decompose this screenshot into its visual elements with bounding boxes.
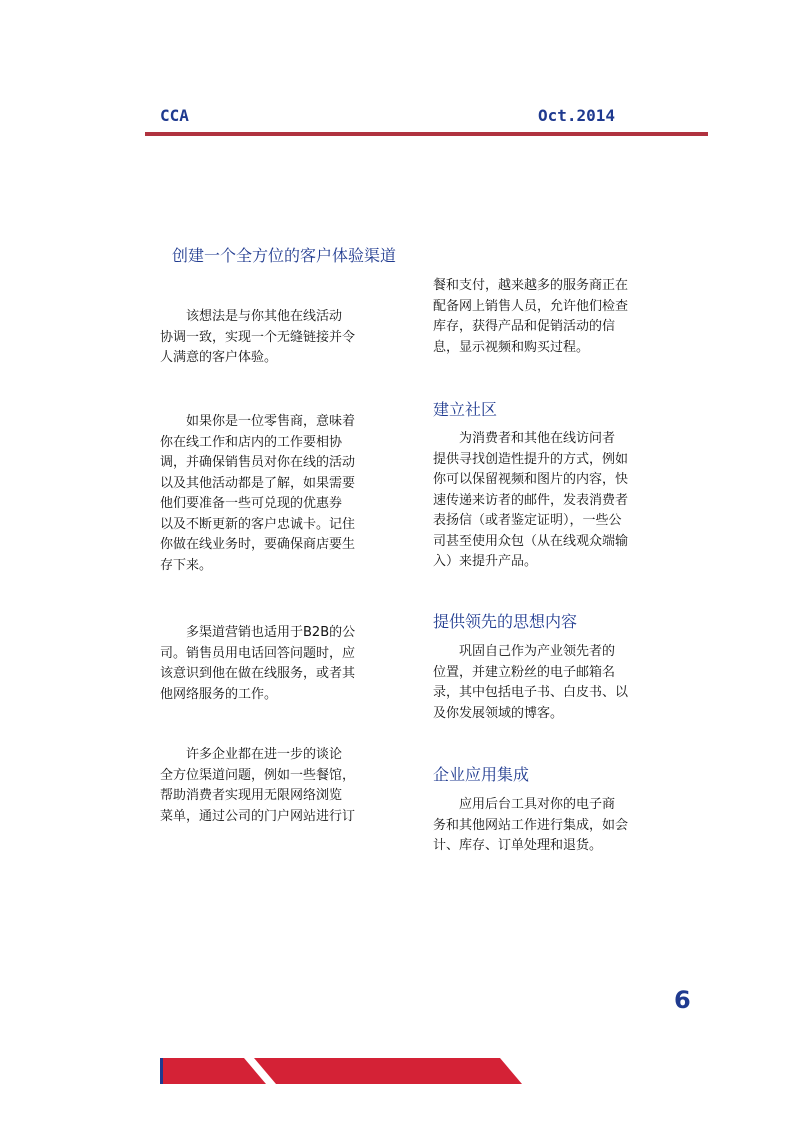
text-line: 司甚至使用众包（从在线观众端输	[433, 533, 629, 549]
text-line: 计、库存、订单处理和退货。	[433, 838, 603, 853]
heading-community: 建立社区	[433, 400, 498, 419]
text-line: 应用后台工具对你的电子商	[433, 797, 616, 812]
text-line: 表扬信（或者鉴定证明），一些公	[433, 513, 622, 528]
text-line: 如果你是一位零售商，意味着	[160, 414, 356, 429]
text-line: 全方位渠道问题，例如一些餐馆，	[160, 767, 356, 783]
text-line: 你可以保留视频和图片的内容，快	[433, 472, 629, 487]
text-line: 协调一致，实现一个无缝链接并令	[160, 329, 356, 345]
text-line: 配备网上销售人员，允许他们检查	[433, 298, 629, 314]
text-line: 位置，并建立粉丝的电子邮箱名	[433, 664, 616, 680]
text-line: 你做在线业务时，要确保商店要生	[160, 537, 356, 552]
text-line: 菜单，通过公司的门户网站进行订	[160, 808, 356, 824]
header-date: Oct.2014	[538, 106, 616, 125]
text-line: 巩固自己作为产业领先者的	[433, 644, 616, 659]
text-line: 人满意的客户体验。	[160, 350, 278, 365]
text-line: 他网络服务的工作。	[160, 686, 278, 702]
text-line: 他们要准备一些可兑现的优惠券	[160, 496, 343, 511]
footer-left-bar	[160, 1058, 163, 1084]
footer-red-band	[162, 1058, 530, 1084]
text-line: 录，其中包括电子书、白皮书、以	[433, 685, 629, 700]
heading-omnichannel: 创建一个全方位的客户体验渠道	[172, 246, 397, 265]
text-line: 你在线工作和店内的工作要相协	[160, 434, 343, 450]
text-line: 提供寻找创造性提升的方式，例如	[433, 451, 629, 467]
left-paragraph-4	[160, 745, 355, 827]
text-line: 务和其他网站工作进行集成，如会	[433, 817, 629, 833]
text-line: 司。销售员用电话回答问题时，应	[160, 645, 356, 661]
text-line: 以及其他活动都是了解，如果需要	[160, 475, 356, 491]
text-line: 为消费者和其他在线访问者	[433, 431, 616, 446]
text-line: 以及不断更新的客户忠诚卡。记住	[160, 516, 356, 532]
text-line: 帮助消费者实现用无限网络浏览	[160, 788, 343, 803]
heading-enterprise-integration: 企业应用集成	[433, 765, 530, 784]
text-line: 库存，获得产品和促销活动的信	[433, 319, 616, 334]
text-line: 入）来提升产品。	[433, 554, 538, 569]
enterprise-integration-paragraph	[433, 795, 628, 857]
text-line: 存下来。	[160, 557, 213, 573]
left-paragraph-2	[160, 412, 355, 576]
text-line: 及你发展领域的博客。	[433, 705, 564, 721]
text-line: 餐和支付，越来越多的服务商正在	[433, 278, 629, 293]
footer-stripe	[160, 1058, 530, 1084]
text-line: 许多企业都在进一步的谈论	[160, 747, 343, 762]
right-continued-paragraph	[433, 276, 628, 358]
heading-thought-leadership: 提供领先的思想内容	[433, 612, 578, 631]
text-line: 该意识到他在做在线服务，或者其	[160, 666, 356, 681]
community-paragraph	[433, 429, 628, 573]
page-number: 6	[674, 986, 691, 1014]
header-left: CCA	[160, 106, 189, 125]
thought-leadership-paragraph	[433, 642, 628, 724]
header-rule	[145, 132, 708, 136]
text-line: 该想法是与你其他在线活动	[160, 309, 343, 324]
left-paragraph-1	[160, 307, 355, 369]
text-line: 调，并确保销售员对你在线的活动	[160, 455, 356, 470]
text-line: 速传递来访者的邮件，发表消费者	[433, 492, 629, 508]
text-line: 息，显示视频和购买过程。	[433, 339, 590, 355]
left-paragraph-3	[160, 623, 355, 705]
text-line: 多渠道营销也适用于B2B的公	[160, 625, 356, 640]
